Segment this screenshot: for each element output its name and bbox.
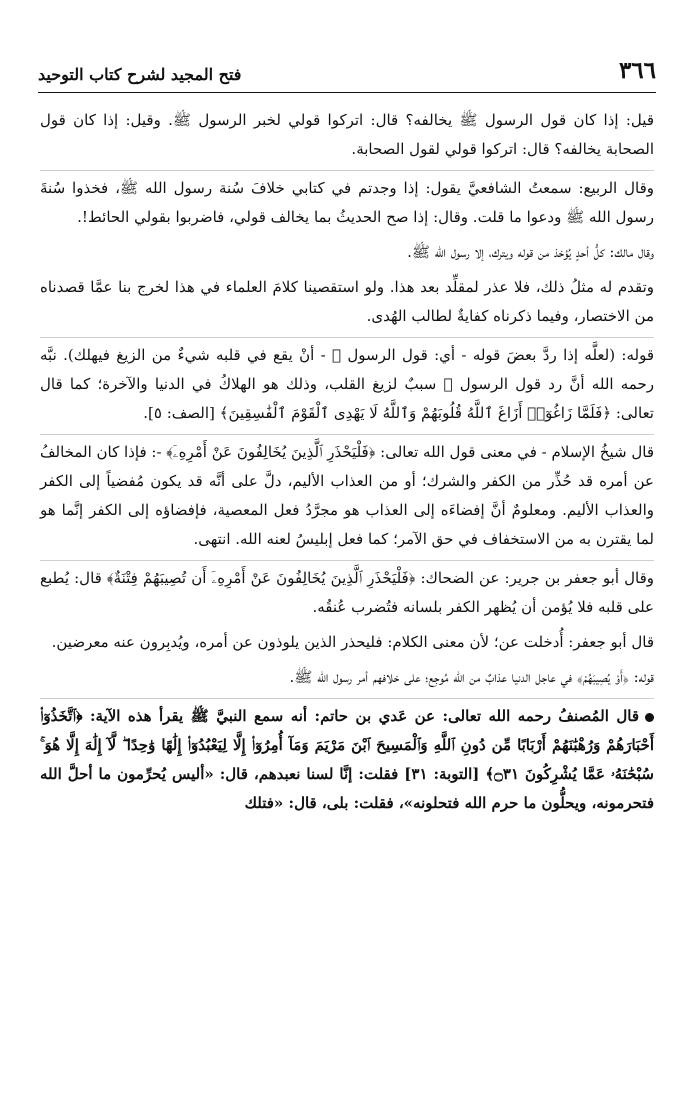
paragraph-7: وقال أبو جعفر بن جرير: عن الضحاك: ﴿فَلْيَحْذَرِ ٱلَّذِينَ يُخَالِفُونَ عَنْ أَمْرِهِۦٓ أَن تُصِيبَهُمْ فِتْنَةٌ﴾ قال: يُطبع على قلبه فلا يُؤمن أن يُظهر الكفر بلسانه فتُضرب عُنقُه. bbox=[40, 560, 654, 628]
bullet-icon bbox=[645, 713, 654, 722]
paragraph-2: وقال الربيع: سمعتُ الشافعيَّ يقول: إذا وجدتم في كتابي خلافَ سُنة رسول الله ﷺ، فخذوا سُنةَ رسول الله ﷺ ودعوا ما قلت. وقال: إذا صح الحديثُ بما يخالف قولي، فاضربوا بقولي الحائط!. bbox=[40, 170, 654, 238]
body-text bbox=[40, 106, 654, 824]
header-rule bbox=[38, 92, 656, 93]
paragraph-10-text: قال المُصنفُ رحمه الله تعالى: عن عَدي بن حاتم: أنه سمع النبيَّ ﷺ يقرأ هذه الآية: ﴿ٱتَّخَذُوٓا۟ أَحْبَارَهُمْ وَرُهْبَٰنَهُمْ أَرْبَابًا مِّن دُونِ ٱللَّهِ وَٱلْمَسِيحَ ٱبْنَ مَرْيَمَ وَمَآ أُمِرُوٓا۟ إِلَّا لِيَعْبُدُوٓا۟ إِلَٰهًا وَٰحِدًا ۖ لَّآ إِلَٰهَ إِلَّا هُوَ ۚ سُبْحَٰنَهُۥ عَمَّا يُشْرِكُونَ ۝٣١﴾ [التوبة: ٣١] فقلت: إنَّا لسنا نعبدهم، قال: «أليس يُحرِّمون ما أحلَّ الله فتحرمونه، ويحلُّون ما حرم الله فتحلونه»، فقلت: بلى، قال: «فتلك bbox=[40, 707, 654, 812]
paragraph-9: قوله: ﴿أَوْ يُصِيبَهُمْ﴾ في عاجل الدنيا عذابٌ من الله مُوجِع؛ على خلافهم أمر رسول الله ﷺ. bbox=[289, 668, 654, 686]
paragraph-3: وقال مالك: كلُّ أحدٍ يُؤخذ من قوله ويترك، إلا رسول الله ﷺ. bbox=[407, 243, 654, 261]
paragraph-10 bbox=[40, 698, 654, 824]
page-number: ٣٦٦ bbox=[618, 57, 656, 84]
paragraph-5: قوله: (لعلَّه إذا ردَّ بعضَ قوله - أي: قول الرسول ﷺ - أنْ يقع في قلبه شيءٌ من الزيغ فيهلك). نبَّه رحمه الله أنَّ رد قول الرسول ﷺ سببٌ لزيغ القلب، وذلك هو الهلاكُ في الدنيا والآخرة؛ كما قال تعالى: ﴿فَلَمَّا زَاغُوٓا۟ أَزَاغَ ٱللَّهُ قُلُوبَهُمْ وَٱللَّهُ لَا يَهْدِى ٱلْقَوْمَ ٱلْفَٰسِقِينَ﴾ [الصف: ٥]. bbox=[40, 337, 654, 434]
page-header bbox=[38, 54, 656, 84]
paragraph-4: وتقدم له مثلُ ذلك، فلا عذر لمقلِّد بعد هذا. ولو استقصينا كلامَ العلماء في هذا لخرج بنا عمَّا قصدناه من الاختصار، وفيما ذكرناه كفايةٌ لطالب الهُدى. bbox=[40, 278, 654, 325]
paragraph-8: قال أبو جعفر: أُدخلت عن؛ لأن معنى الكلام: فليحذر الذين يلوذون عن أمره، ويُدبِرون عنه معرضين. bbox=[51, 633, 654, 651]
paragraph-1: قيل: إذا كان قول الرسول ﷺ يخالفه؟ قال: اتركوا قولي لخبر الرسول ﷺ. وقيل: إذا كان قول الصحابة يخالفه؟ قال: اتركوا قولي لقول الصحابة. bbox=[40, 111, 654, 158]
running-title: فتح المجيد لشرح كتاب التوحيد bbox=[38, 65, 242, 84]
paragraph-6: قال شيخُ الإسلام - في معنى قول الله تعالى: ﴿فَلْيَحْذَرِ ٱلَّذِينَ يُخَالِفُونَ عَنْ أَمْرِهِۦٓ﴾ -: فإذا كان المخالفُ عن أمره قد حُذِّر من الكفر والشرك؛ أو من العذاب الأليم، دلَّ على أنَّه قد يكون مُفضياً إلى الكفر والعذاب الأليم. ومعلومٌ أنَّ إفضاءَه إلى العذاب هو مجرَّدُ فعل المعصية، فإفضاؤه إلى الكفر إنَّما هو لما يقترن به من الاستخفاف في حق الآمر؛ كما فعل إبليسُ لعنه الله. انتهى. bbox=[40, 434, 654, 560]
